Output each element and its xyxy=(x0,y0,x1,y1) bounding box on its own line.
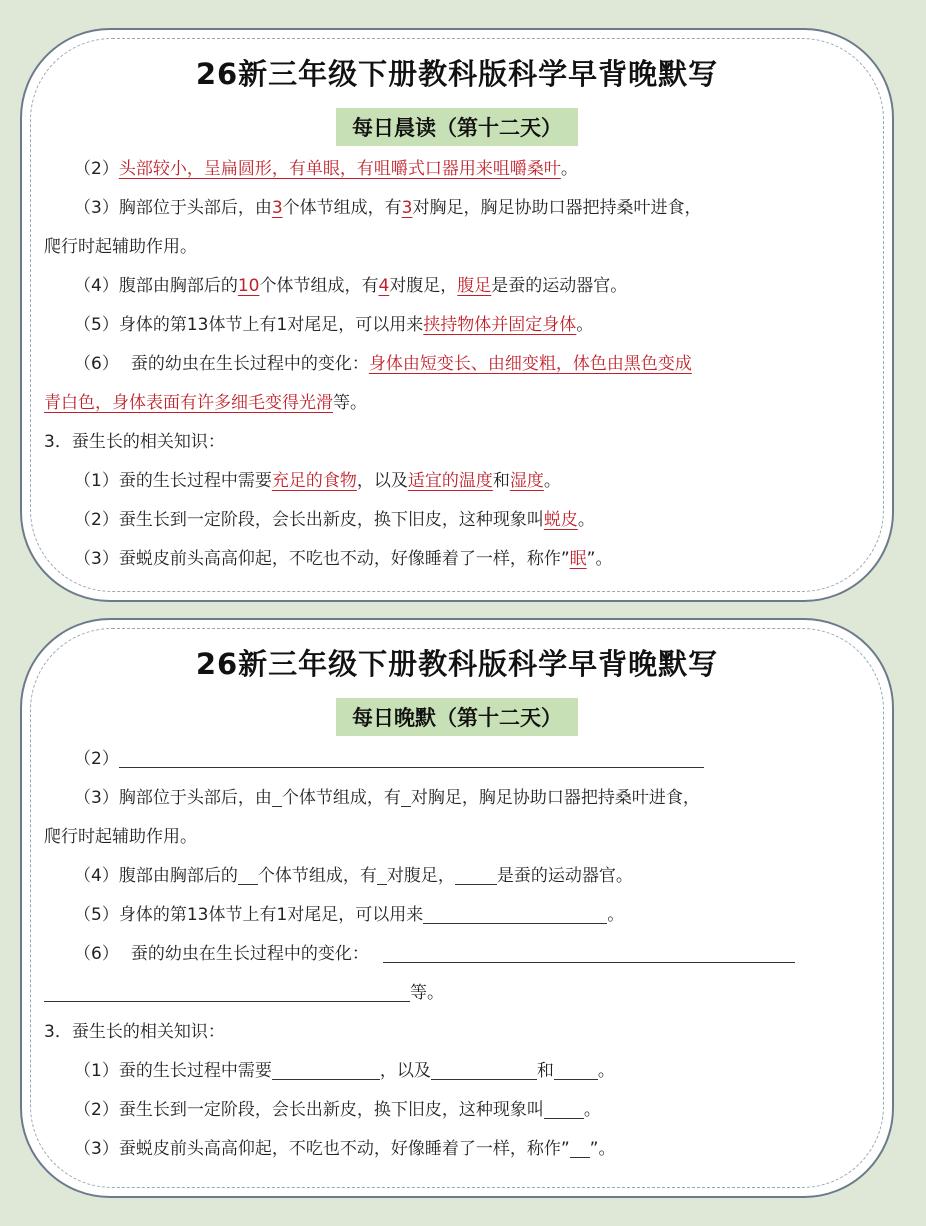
answer: 眠 xyxy=(569,549,587,569)
line-2 xyxy=(74,150,858,189)
item-number: （3） xyxy=(74,788,119,808)
section-heading: 3．蚕生长的相关知识： xyxy=(44,432,225,452)
line-m2 xyxy=(74,1091,858,1130)
item-number: （5） xyxy=(74,905,119,925)
line-4 xyxy=(74,857,858,896)
answer: 充足的食物 xyxy=(271,471,357,491)
text: 蚕蜕皮前头高高仰起，不吃也不动，好像睡着了一样，称作” xyxy=(118,549,570,569)
text: 蚕的幼虫在生长过程中的变化： xyxy=(130,354,369,374)
blank-field[interactable] xyxy=(119,745,704,768)
text: 等。 xyxy=(410,983,444,1003)
text: 是蚕的运动器官。 xyxy=(491,276,628,296)
blank-field[interactable] xyxy=(423,901,607,924)
blank-field[interactable] xyxy=(401,784,411,807)
text: ”。 xyxy=(589,1139,616,1159)
text: 身体的第13体节上有1对尾足，可以用来 xyxy=(118,905,424,925)
line-m1 xyxy=(74,1052,858,1091)
text: 等。 xyxy=(333,393,367,413)
section-subtitle: 每日晚默（第十二天） xyxy=(336,698,578,736)
text: 对胸足，胸足协助口器把持桑叶进食， xyxy=(412,198,702,218)
line-4 xyxy=(74,267,858,306)
text: 蚕生长到一定阶段，会长出新皮，换下旧皮，这种现象叫 xyxy=(118,1100,544,1120)
text: 是蚕的运动器官。 xyxy=(496,866,633,886)
evening-lines xyxy=(44,740,858,1169)
blank-field[interactable] xyxy=(383,940,795,963)
item-number: （4） xyxy=(74,276,119,296)
text: 胸部位于头部后，由 xyxy=(118,788,272,808)
answer: 蜕皮 xyxy=(543,510,578,530)
morning-lines xyxy=(44,150,858,579)
line-3-cont: 爬行时起辅助作用。 xyxy=(44,827,197,847)
item-number: （3） xyxy=(74,549,119,569)
text: 个体节组成，有 xyxy=(281,788,401,808)
text: 蚕的幼虫在生长过程中的变化： xyxy=(130,944,369,964)
text: 个体节组成，有 xyxy=(257,866,377,886)
text: 蚕的生长过程中需要 xyxy=(118,1061,272,1081)
line-3 xyxy=(74,779,858,818)
text: ”。 xyxy=(586,549,613,569)
line-3-cont: 爬行时起辅助作用。 xyxy=(44,237,197,257)
text: 对腹足， xyxy=(389,276,458,296)
item-number: （2） xyxy=(74,510,119,530)
item-number: （4） xyxy=(74,866,119,886)
item-number: （6） xyxy=(74,354,119,374)
text: 。 xyxy=(577,510,595,530)
text: 对腹足， xyxy=(386,866,455,886)
line-m2 xyxy=(74,501,858,540)
answer: 4 xyxy=(378,276,390,296)
page-title: 26新三年级下册教科版科学早背晚默写 xyxy=(195,57,719,91)
page-title: 26新三年级下册教科版科学早背晚默写 xyxy=(195,647,719,681)
text: 。 xyxy=(576,315,594,335)
text: 和 xyxy=(536,1061,554,1081)
item-number: （3） xyxy=(74,1139,119,1159)
line-6-cont xyxy=(44,384,858,423)
text: 。 xyxy=(560,159,578,179)
text: 蚕蜕皮前头高高仰起，不吃也不动，好像睡着了一样，称作” xyxy=(118,1139,570,1159)
text: ，以及 xyxy=(356,471,408,491)
blank-field[interactable] xyxy=(554,1057,598,1080)
line-6-cont xyxy=(44,974,858,1013)
text: 。 xyxy=(583,1100,601,1120)
text: 对胸足，胸足协助口器把持桑叶进食， xyxy=(410,788,700,808)
item-number: （3） xyxy=(74,198,119,218)
text: 个体节组成，有 xyxy=(282,198,402,218)
text: 。 xyxy=(607,905,625,925)
answer: 腹足 xyxy=(457,276,492,296)
answer: 青白色，身体表面有许多细毛变得光滑 xyxy=(44,393,333,413)
line-m1 xyxy=(74,462,858,501)
text: 。 xyxy=(597,1061,615,1081)
blank-field[interactable] xyxy=(455,862,497,885)
blank-field[interactable] xyxy=(272,784,282,807)
blank-field[interactable] xyxy=(431,1057,537,1080)
text: 身体的第13体节上有1对尾足，可以用来 xyxy=(118,315,424,335)
text: 胸部位于头部后，由 xyxy=(118,198,272,218)
morning-reading-card xyxy=(20,28,894,602)
answer: 3 xyxy=(271,198,283,218)
blank-field[interactable] xyxy=(544,1096,584,1119)
text: 和 xyxy=(492,471,510,491)
text: 。 xyxy=(543,471,561,491)
item-number: （5） xyxy=(74,315,119,335)
answer: 身体由短变长、由细变粗，体色由黑色变成 xyxy=(368,354,692,374)
blank-field[interactable] xyxy=(238,862,258,885)
item-number: （1） xyxy=(74,471,119,491)
line-6 xyxy=(74,935,858,974)
line-3 xyxy=(74,189,858,228)
item-number: （2） xyxy=(74,1100,119,1120)
blank-field[interactable] xyxy=(570,1135,590,1158)
line-m3 xyxy=(74,1130,858,1169)
line-2 xyxy=(74,740,858,779)
line-m3 xyxy=(74,540,858,579)
answer: 湿度 xyxy=(509,471,544,491)
item-number: （2） xyxy=(74,749,119,769)
section-subtitle: 每日晨读（第十二天） xyxy=(336,108,578,146)
section-heading: 3．蚕生长的相关知识： xyxy=(44,1022,225,1042)
line-5 xyxy=(74,306,858,345)
answer: 10 xyxy=(237,276,260,296)
text: 蚕的生长过程中需要 xyxy=(118,471,272,491)
blank-field[interactable] xyxy=(44,979,410,1002)
answer: 适宜的温度 xyxy=(407,471,493,491)
item-number: （6） xyxy=(74,944,119,964)
text: 腹部由胸部后的 xyxy=(118,866,238,886)
answer: 头部较小，呈扁圆形，有单眼，有咀嚼式口器用来咀嚼桑叶 xyxy=(118,159,561,179)
evening-dictation-card xyxy=(20,618,894,1198)
text: ，以及 xyxy=(379,1061,431,1081)
line-5 xyxy=(74,896,858,935)
text: 腹部由胸部后的 xyxy=(118,276,238,296)
item-number: （2） xyxy=(74,159,119,179)
item-number: （1） xyxy=(74,1061,119,1081)
line-6 xyxy=(74,345,858,384)
blank-field[interactable] xyxy=(272,1057,380,1080)
answer: 3 xyxy=(401,198,413,218)
text: 蚕生长到一定阶段，会长出新皮，换下旧皮，这种现象叫 xyxy=(118,510,544,530)
text: 个体节组成，有 xyxy=(259,276,379,296)
answer: 挟持物体并固定身体 xyxy=(423,315,577,335)
blank-field[interactable] xyxy=(377,862,387,885)
